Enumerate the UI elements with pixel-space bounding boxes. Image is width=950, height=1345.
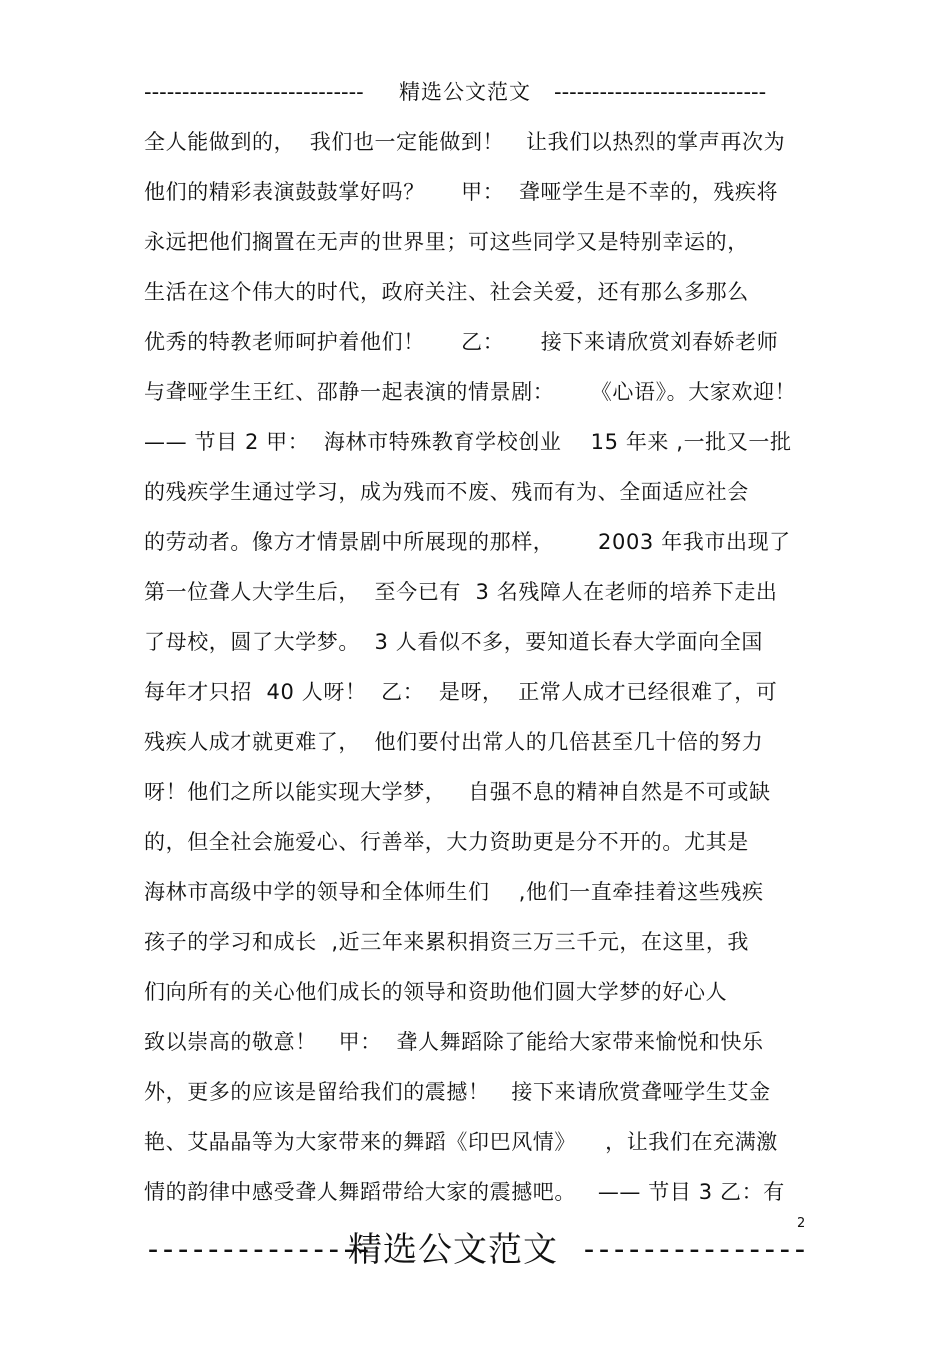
text-line: 了母校，圆了大学梦。 3 人看似不多，要知道长春大学面向全国 — [144, 630, 763, 654]
text-line: 外，更多的应该是留给我们的震撼！ 接下来请欣赏聋哑学生艾金 — [144, 1080, 771, 1104]
text-line: 情的韵律中感受聋人舞蹈带给大家的震撼吧。 —— 节目 3 乙：有 — [144, 1180, 785, 1204]
text-line: 致以崇高的敬意！ 甲： 聋人舞蹈除了能给大家带来愉悦和快乐 — [144, 1030, 764, 1054]
header-dashes-right: ---------------------------- — [554, 80, 767, 104]
text-line: 艳、艾晶晶等为大家带来的舞蹈《印巴风情》 ，让我们在充满激 — [144, 1130, 778, 1154]
text-line: 的残疾学生通过学习，成为残而不废、残而有为、全面适应社会 — [144, 480, 749, 504]
text-line: 呀！他们之所以能实现大学梦， 自强不息的精神自然是不可或缺 — [144, 780, 771, 804]
text-line: 孩子的学习和成长 ,近三年来累积捐资三万三千元，在这里，我 — [144, 930, 750, 954]
text-line: 生活在这个伟大的时代，政府关注、社会关爱，还有那么多那么 — [144, 280, 749, 304]
text-line: 与聋哑学生王红、邵静一起表演的情景剧： 《心语》。大家欢迎！ — [144, 380, 797, 404]
page-number: 2 — [797, 1216, 806, 1231]
text-line: 全人能做到的， 我们也一定能做到！ 让我们以热烈的掌声再次为 — [144, 130, 786, 154]
header-dashes-left: ----------------------------- — [144, 80, 364, 104]
page-footer — [144, 1226, 806, 1274]
page-header — [144, 76, 774, 108]
header-title: 精选公文范文 — [399, 80, 531, 104]
text-line: —— 节目 2 甲： 海林市特殊教育学校创业 15 年来 ,一批又一批 — [144, 430, 792, 454]
footer-dashes-left: --------------- — [144, 1232, 370, 1267]
text-line: 永远把他们搁置在无声的世界里；可这些同学又是特别幸运的， — [144, 230, 749, 254]
footer-dashes-right: --------------- — [580, 1232, 806, 1267]
text-line: 第一位聋人大学生后， 至今已有 3 名残障人在老师的培养下走出 — [144, 580, 778, 604]
text-line: 海林市高级中学的领导和全体师生们 ,他们一直牵挂着这些残疾 — [144, 880, 764, 904]
text-line: 残疾人成才就更难了， 他们要付出常人的几倍甚至几十倍的努力 — [144, 730, 764, 754]
footer-title: 精选公文范文 — [348, 1230, 558, 1270]
text-line: 的劳动者。像方才情景剧中所展现的那样， 2003 年我市出现了 — [144, 530, 791, 554]
text-line: 的，但全社会施爱心、行善举，大力资助更是分不开的。尤其是 — [144, 830, 749, 854]
text-line: 他们的精彩表演鼓鼓掌好吗？ 甲： 聋哑学生是不幸的，残疾将 — [144, 180, 779, 204]
text-line: 优秀的特教老师呵护着他们！ 乙： 接下来请欣赏刘春娇老师 — [144, 330, 779, 354]
text-line: 每年才只招 40 人呀！ 乙： 是呀， 正常人成才已经很难了，可 — [144, 680, 778, 704]
text-line: 们向所有的关心他们成长的领导和资助他们圆大学梦的好心人 — [144, 980, 728, 1004]
